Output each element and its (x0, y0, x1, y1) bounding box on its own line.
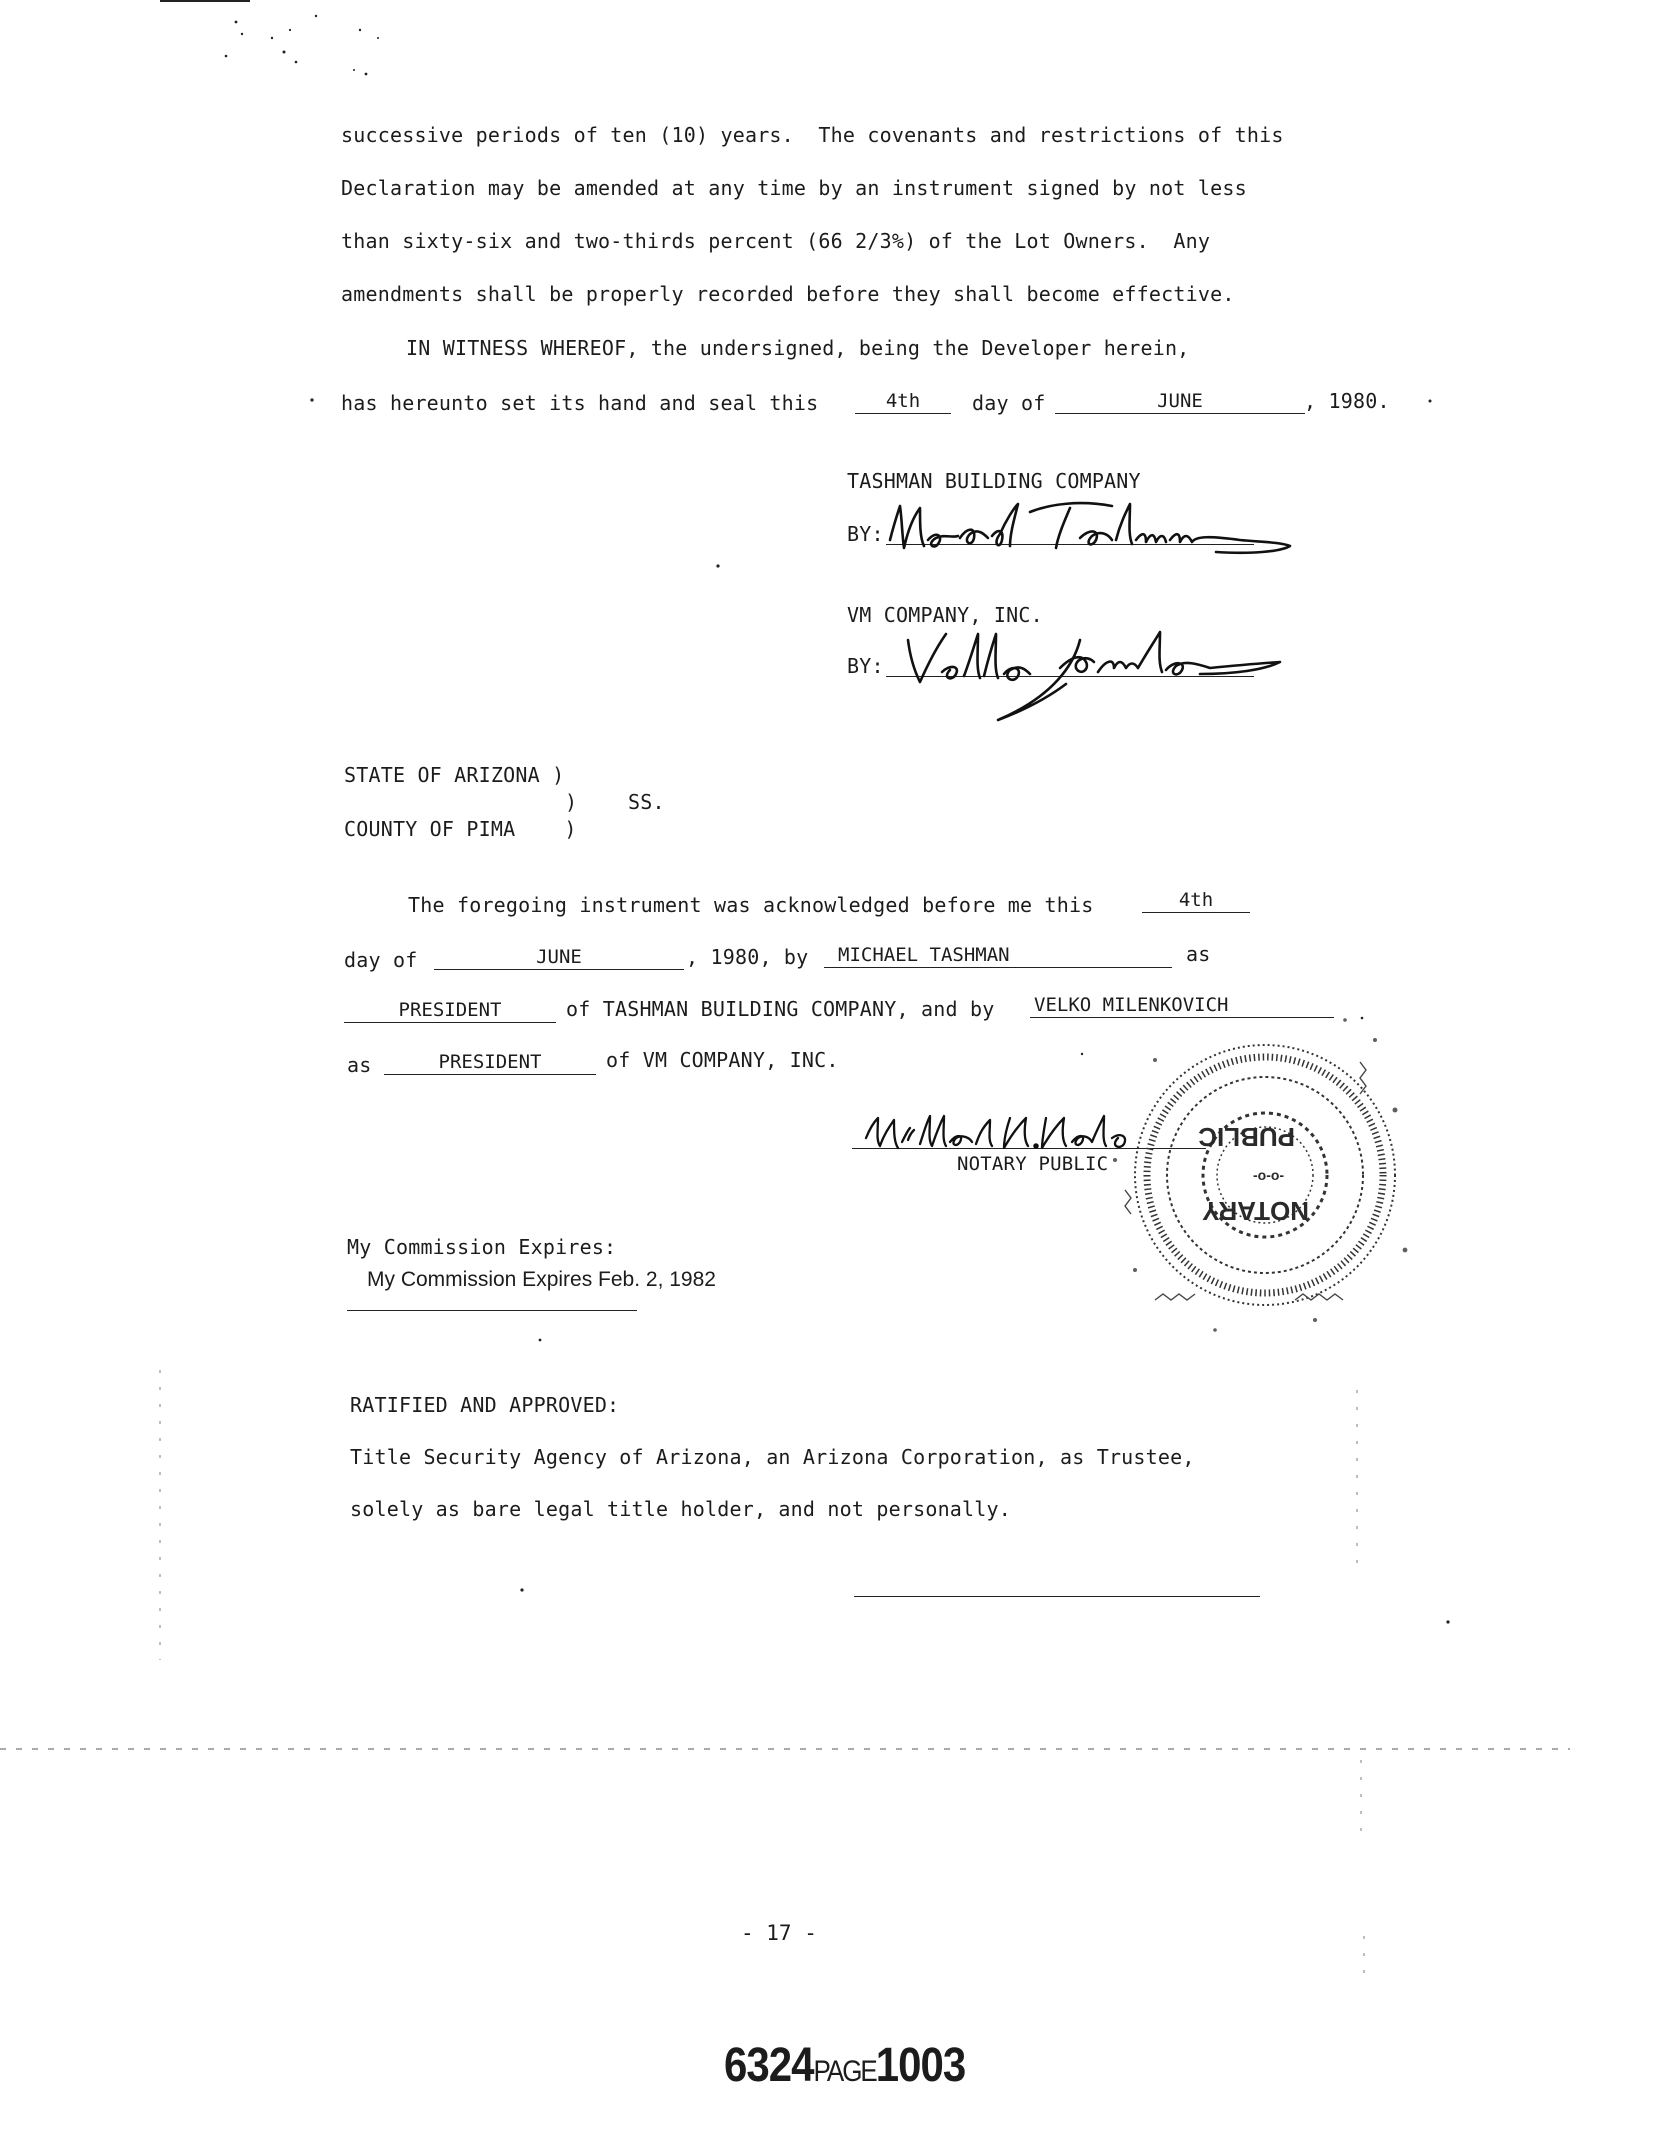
commission-label: My Commission Expires: (347, 1235, 617, 1259)
body-line-1: successive periods of ten (10) years. The covenants and restrictions of this (341, 123, 1284, 147)
body-line-4: amendments shall be properly recorded before they shall become effective. (341, 282, 1235, 306)
venue-state: STATE OF ARIZONA ) (344, 763, 565, 787)
commission-line (347, 1290, 637, 1311)
witness-month-value: JUNE (1157, 390, 1203, 412)
notary-public-label: NOTARY PUBLIC (957, 1153, 1109, 1175)
signature-velko-milenkovich (880, 612, 1320, 732)
witness-line-2c: , 1980. (1304, 389, 1390, 413)
venue-ss: SS. (628, 790, 665, 814)
commission-stamp: My Commission Expires Feb. 2, 1982 (367, 1268, 716, 1291)
venue-paren-mid: ) (565, 790, 578, 814)
ack-month-value: JUNE (536, 946, 582, 968)
ratified-heading: RATIFIED AND APPROVED: (350, 1393, 620, 1417)
ack-day-value: 4th (1178, 889, 1214, 911)
trustee-signature-line (854, 1574, 1260, 1597)
ack-person-1-value: MICHAEL TASHMAN (838, 944, 1010, 966)
recording-reference (724, 2037, 965, 2092)
ack-person-2-value: VELKO MILENKOVICH (1034, 994, 1229, 1016)
svg-text:-o-o-: -o-o- (1253, 1167, 1285, 1183)
ack-person-1-field (824, 943, 1172, 968)
body-line-2: Declaration may be amended at any time by an instrument signed by not less (341, 176, 1247, 200)
signature-michael-tashman (880, 490, 1340, 580)
ratified-line-2: solely as bare legal title holder, and not personally. (350, 1497, 1012, 1521)
ack-as-2: as (347, 1053, 372, 1077)
page-number: - 17 - (741, 1921, 817, 1945)
body-line-3: than sixty-six and two-thirds percent (66 2/3%) of the Lot Owners. Any (341, 229, 1211, 253)
venue-county: COUNTY OF PIMA ) (344, 817, 577, 841)
page-reference: 1003 (875, 2037, 966, 2092)
by-label-1: BY: (847, 522, 884, 546)
book-page-label: PAGE (813, 2053, 876, 2088)
svg-text:PUBLIC: PUBLIC (1198, 1122, 1295, 1152)
ack-of-2: of VM COMPANY, INC. (606, 1048, 839, 1072)
witness-line-2b: day of (972, 391, 1046, 415)
ack-title-2-value: PRESIDENT (438, 1051, 542, 1073)
ack-title-1-field (344, 998, 556, 1023)
company-1-name: TASHMAN BUILDING COMPANY (847, 469, 1141, 493)
ack-day-field (1142, 888, 1250, 913)
ack-title-1-value: PRESIDENT (398, 999, 502, 1021)
ratified-line-1: Title Security Agency of Arizona, an Arizona Corporation, as Trustee, (350, 1445, 1195, 1469)
svg-text:NOTARY: NOTARY (1202, 1196, 1309, 1226)
ack-line-1: The foregoing instrument was acknowledged before me this (408, 893, 1094, 917)
notary-seal-image (1095, 1000, 1415, 1340)
ack-of-1: of TASHMAN BUILDING COMPANY, and by (566, 997, 995, 1021)
ack-title-2-field (384, 1050, 596, 1075)
ack-as-1: as (1186, 942, 1211, 966)
witness-day-field (855, 389, 951, 414)
book-number: 6324 (724, 2037, 814, 2092)
ack-year-by: , 1980, by (686, 945, 809, 969)
witness-line-2a: has hereunto set its hand and seal this (341, 391, 819, 415)
by-label-2: BY: (847, 654, 884, 678)
witness-day-value: 4th (885, 390, 921, 412)
witness-month-field (1055, 389, 1305, 414)
ack-day-of-label: day of (344, 948, 418, 972)
ack-month-field (434, 945, 684, 970)
company-2-name: VM COMPANY, INC. (847, 603, 1043, 627)
witness-line-1: IN WITNESS WHEREOF, the undersigned, being the Developer herein, (406, 336, 1190, 360)
